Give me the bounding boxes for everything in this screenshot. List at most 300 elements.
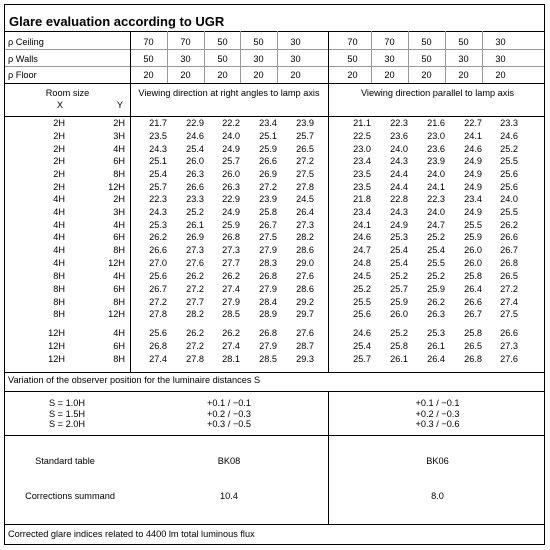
ugr-value: 25.2: [427, 232, 445, 243]
ugr-value: 26.4: [427, 353, 445, 364]
ugr-value: 25.8: [464, 271, 482, 281]
room-x: 2H: [53, 130, 65, 141]
ugr-value: 23.4: [464, 194, 482, 204]
ugr-value: 22.3: [390, 118, 408, 128]
ugr-value: 24.9: [390, 219, 408, 230]
room-y: 12H: [108, 182, 125, 192]
room-y: 4H: [113, 271, 125, 281]
ugr-value: 24.0: [222, 130, 240, 141]
ceiling-reflectance-value: 50: [253, 37, 264, 47]
ugr-value: 25.4: [427, 245, 445, 256]
ugr-value: 27.4: [500, 296, 518, 307]
ugr-value: 26.5: [296, 143, 314, 154]
ugr-value: 23.5: [353, 182, 371, 192]
ugr-value: 28.4: [259, 296, 277, 307]
ugr-value: 25.6: [149, 328, 167, 338]
ugr-value: 22.7: [464, 118, 482, 128]
room-y: 3H: [113, 206, 125, 217]
floor-reflectance-value: 20: [347, 70, 358, 80]
ugr-value: 27.2: [259, 182, 277, 192]
ugr-value: 27.3: [296, 219, 314, 230]
ugr-value: 24.0: [427, 206, 445, 217]
ugr-value: 27.5: [296, 169, 314, 180]
parallel-header: Viewing direction parallel to lamp axis: [360, 88, 515, 98]
ugr-value: 25.5: [353, 296, 371, 307]
observer-distance: S = 2.0H: [49, 419, 86, 429]
ceiling-reflectance-value: 70: [143, 37, 154, 47]
ugr-value: 25.8: [259, 206, 277, 217]
ugr-value: 25.5: [500, 206, 518, 217]
ugr-value: 23.3: [186, 194, 204, 204]
ugr-value: 23.9: [296, 118, 314, 128]
room-x: 4H: [53, 232, 65, 243]
walls-reflectance-value: 30: [253, 54, 264, 64]
ugr-value: 29.7: [296, 309, 314, 320]
ugr-value: 26.0: [464, 245, 482, 256]
ugr-value: 26.1: [427, 340, 445, 351]
room-x: 8H: [53, 296, 65, 307]
ugr-value: 26.3: [186, 169, 204, 180]
x-header: X: [56, 100, 64, 110]
ugr-value: 24.9: [464, 169, 482, 180]
ugr-value: 26.7: [149, 283, 167, 294]
walls-label: ρ Walls: [8, 54, 38, 64]
ugr-value: 27.5: [259, 232, 277, 243]
ugr-value: 27.3: [500, 340, 518, 351]
variation-parallel: +0.3 / −0.6: [415, 419, 460, 429]
ugr-table: [4, 4, 545, 545]
ceiling-reflectance-value: 50: [421, 37, 432, 47]
ugr-value: 28.7: [296, 340, 314, 351]
ugr-value: 25.7: [296, 130, 314, 141]
floor-reflectance-value: 20: [143, 70, 154, 80]
row-divider: [5, 524, 544, 525]
ugr-value: 28.3: [259, 258, 277, 268]
ugr-value: 24.4: [390, 169, 408, 180]
ugr-value: 28.5: [222, 309, 240, 320]
room-size-header: Room size: [45, 88, 90, 98]
floor-reflectance-value: 20: [290, 70, 301, 80]
ugr-value: 25.2: [390, 328, 408, 338]
ugr-value: 27.6: [296, 328, 314, 338]
room-y: 2H: [113, 118, 125, 128]
room-x: 8H: [53, 309, 65, 320]
ugr-value: 27.3: [222, 245, 240, 256]
ugr-value: 24.0: [427, 169, 445, 180]
ugr-value: 25.4: [186, 143, 204, 154]
ugr-value: 26.2: [222, 328, 240, 338]
room-y: 6H: [113, 232, 125, 243]
ceiling-reflectance-value: 50: [458, 37, 469, 47]
ugr-value: 26.1: [390, 353, 408, 364]
column-divider-left: [130, 31, 131, 372]
room-y: 8H: [113, 169, 125, 180]
ugr-value: 23.5: [353, 169, 371, 180]
standard-table-parallel: BK06: [426, 456, 449, 466]
room-y: 12H: [108, 258, 125, 268]
room-y: 8H: [113, 353, 125, 364]
ugr-value: 24.6: [464, 143, 482, 154]
floor-reflectance-value: 20: [180, 70, 191, 80]
ugr-value: 27.2: [296, 156, 314, 167]
walls-reflectance-value: 30: [290, 54, 301, 64]
ugr-value: 25.4: [149, 169, 167, 180]
ugr-value: 26.8: [500, 258, 518, 268]
floor-reflectance-value: 20: [421, 70, 432, 80]
ugr-value: 27.5: [500, 309, 518, 320]
observer-distance: S = 1.0H: [49, 398, 86, 408]
row-divider: [5, 49, 544, 50]
floor-reflectance-value: 20: [384, 70, 395, 80]
ugr-value: 28.6: [296, 283, 314, 294]
ugr-value: 25.3: [390, 232, 408, 243]
ceiling-reflectance-value: 70: [384, 37, 395, 47]
ceiling-reflectance-value: 70: [180, 37, 191, 47]
ceiling-reflectance-value: 30: [495, 37, 506, 47]
ugr-value: 29.0: [296, 258, 314, 268]
ugr-value: 27.6: [186, 258, 204, 268]
ugr-value: 24.8: [353, 258, 371, 268]
ugr-value: 28.2: [296, 232, 314, 243]
floor-reflectance-value: 20: [217, 70, 228, 80]
ugr-value: 27.7: [222, 258, 240, 268]
ugr-value: 23.0: [427, 130, 445, 141]
ugr-value: 27.4: [149, 353, 167, 364]
ugr-value: 25.5: [500, 156, 518, 167]
ugr-value: 22.5: [353, 130, 371, 141]
ugr-value: 25.6: [500, 169, 518, 180]
ugr-value: 27.9: [259, 245, 277, 256]
room-x: 8H: [53, 271, 65, 281]
ugr-value: 25.8: [464, 328, 482, 338]
ugr-value: 28.6: [296, 245, 314, 256]
ugr-value: 28.9: [259, 309, 277, 320]
column-divider: [240, 31, 241, 83]
ugr-value: 23.4: [259, 118, 277, 128]
room-x: 8H: [53, 283, 65, 294]
ugr-value: 25.7: [149, 182, 167, 192]
room-x: 4H: [53, 245, 65, 256]
ugr-value: 27.4: [222, 283, 240, 294]
ugr-value: 26.3: [427, 309, 445, 320]
row-divider: [5, 435, 544, 436]
corrections-label: Corrections summand: [25, 491, 115, 501]
room-x: 12H: [48, 340, 65, 351]
ugr-value: 25.2: [427, 271, 445, 281]
ugr-value: 23.3: [500, 118, 518, 128]
ugr-value: 25.6: [500, 182, 518, 192]
ugr-value: 26.6: [149, 245, 167, 256]
ugr-value: 25.1: [149, 156, 167, 167]
walls-reflectance-value: 30: [180, 54, 191, 64]
ugr-value: 21.7: [149, 118, 167, 128]
ugr-value: 23.6: [390, 130, 408, 141]
ugr-value: 27.3: [186, 245, 204, 256]
ugr-value: 26.4: [296, 206, 314, 217]
ugr-value: 25.5: [464, 219, 482, 230]
ugr-value: 24.5: [353, 271, 371, 281]
ugr-value: 26.5: [464, 340, 482, 351]
ugr-value: 27.9: [222, 296, 240, 307]
room-x: 4H: [53, 219, 65, 230]
ugr-value: 24.9: [464, 206, 482, 217]
column-divider: [277, 31, 278, 83]
ugr-value: 25.7: [390, 283, 408, 294]
ugr-value: 25.9: [390, 296, 408, 307]
ugr-value: 26.2: [427, 296, 445, 307]
walls-reflectance-value: 50: [143, 54, 154, 64]
ugr-value: 25.7: [353, 353, 371, 364]
ugr-value: 24.3: [149, 206, 167, 217]
walls-reflectance-value: 30: [384, 54, 395, 64]
ceiling-label: ρ Ceiling: [8, 37, 44, 47]
ugr-value: 26.2: [186, 271, 204, 281]
room-x: 12H: [48, 328, 65, 338]
column-divider: [204, 31, 205, 83]
ugr-value: 26.5: [500, 271, 518, 281]
room-y: 3H: [113, 130, 125, 141]
ugr-value: 25.9: [464, 232, 482, 243]
variation-parallel: +0.2 / −0.3: [415, 408, 460, 419]
ugr-value: 25.4: [390, 245, 408, 256]
floor-reflectance-value: 20: [253, 70, 264, 80]
ugr-value: 24.7: [353, 245, 371, 256]
ugr-value: 28.2: [186, 309, 204, 320]
floor-reflectance-value: 20: [458, 70, 469, 80]
ugr-value: 24.7: [427, 219, 445, 230]
standard-table-right-angles: BK08: [217, 456, 241, 466]
ugr-value: 24.4: [390, 182, 408, 192]
column-divider: [167, 31, 168, 83]
title-divider: [5, 31, 544, 32]
ugr-value: 27.0: [149, 258, 167, 268]
ugr-value: 26.0: [222, 169, 240, 180]
ugr-value: 27.2: [186, 340, 204, 351]
ugr-value: 26.0: [390, 309, 408, 320]
ugr-value: 26.6: [464, 296, 482, 307]
ugr-value: 25.2: [353, 283, 371, 294]
ugr-value: 21.1: [353, 118, 371, 128]
ugr-value: 24.5: [296, 194, 314, 204]
ugr-value: 25.4: [353, 340, 371, 351]
ugr-value: 26.9: [186, 232, 204, 243]
ugr-value: 25.3: [149, 219, 167, 230]
corrections-parallel: 8.0: [431, 491, 444, 501]
ugr-value: 27.2: [500, 283, 518, 294]
ceiling-reflectance-value: 70: [347, 37, 358, 47]
ugr-value: 24.0: [390, 143, 408, 154]
ugr-value: 24.6: [353, 232, 371, 243]
ugr-value: 24.6: [500, 130, 518, 141]
walls-reflectance-value: 30: [458, 54, 469, 64]
ugr-value: 24.3: [390, 156, 408, 167]
room-x: 12H: [48, 353, 65, 364]
room-y: 4H: [113, 143, 125, 154]
ugr-value: 22.3: [427, 194, 445, 204]
ugr-value: 25.8: [390, 340, 408, 351]
ugr-value: 26.0: [464, 258, 482, 268]
variation-right-angles: +0.1 / −0.1: [207, 398, 251, 408]
ugr-value: 26.9: [259, 169, 277, 180]
ugr-value: 25.1: [259, 130, 277, 141]
walls-reflectance-value: 50: [347, 54, 358, 64]
ugr-value: 27.2: [149, 296, 167, 307]
row-divider: [5, 66, 544, 67]
ugr-value: 25.5: [427, 258, 445, 268]
data-bottom-divider: [5, 372, 544, 373]
ugr-value: 26.2: [222, 271, 240, 281]
ugr-value: 23.4: [353, 206, 371, 217]
room-y: 8H: [113, 245, 125, 256]
ugr-value: 24.9: [464, 182, 482, 192]
room-x: 2H: [53, 118, 65, 128]
room-x: 4H: [53, 258, 65, 268]
ugr-value: 24.9: [222, 143, 240, 154]
ugr-value: 25.9: [259, 143, 277, 154]
room-x: 2H: [53, 182, 65, 192]
ugr-value: 22.8: [390, 194, 408, 204]
ugr-value: 26.4: [464, 283, 482, 294]
ugr-value: 24.1: [464, 130, 482, 141]
room-y: 4H: [113, 219, 125, 230]
walls-reflectance-value: 50: [421, 54, 432, 64]
room-x: 2H: [53, 169, 65, 180]
ugr-value: 26.6: [500, 232, 518, 243]
ugr-value: 27.6: [500, 353, 518, 364]
ugr-value: 26.8: [259, 328, 277, 338]
ugr-value: 24.6: [186, 130, 204, 141]
y-header: Y: [116, 100, 124, 110]
ugr-value: 25.9: [222, 219, 240, 230]
header-divider: [5, 83, 544, 84]
ugr-value: 24.9: [222, 206, 240, 217]
floor-reflectance-value: 20: [495, 70, 506, 80]
ugr-value: 25.9: [427, 283, 445, 294]
ugr-value: 26.2: [500, 219, 518, 230]
header-bottom-divider: [5, 116, 544, 117]
ugr-value: 25.2: [186, 206, 204, 217]
ugr-value: 26.8: [149, 340, 167, 351]
ugr-value: 28.1: [222, 353, 240, 364]
ugr-value: 29.2: [296, 296, 314, 307]
room-y: 2H: [113, 194, 125, 204]
ugr-value: 29.3: [296, 353, 314, 364]
ugr-value: 23.9: [259, 194, 277, 204]
ugr-value: 27.7: [186, 296, 204, 307]
ugr-value: 21.8: [353, 194, 371, 204]
ugr-value: 26.6: [186, 182, 204, 192]
ugr-value: 26.3: [222, 182, 240, 192]
ugr-value: 27.8: [296, 182, 314, 192]
ugr-value: 22.3: [149, 194, 167, 204]
ugr-value: 24.6: [353, 328, 371, 338]
ugr-value: 27.9: [259, 340, 277, 351]
ugr-value: 26.0: [186, 156, 204, 167]
row-divider: [5, 391, 544, 392]
ugr-value: 27.9: [259, 283, 277, 294]
ugr-value: 26.8: [222, 232, 240, 243]
ugr-value: 26.8: [259, 271, 277, 281]
room-y: 6H: [113, 283, 125, 294]
ugr-value: 24.9: [464, 156, 482, 167]
room-y: 8H: [113, 296, 125, 307]
ugr-value: 26.1: [186, 219, 204, 230]
ugr-value: 24.1: [353, 219, 371, 230]
room-x: 2H: [53, 156, 65, 167]
column-divider-middle: [328, 435, 329, 524]
variation-caption: Variation of the observer position for the luminaire distances S: [8, 375, 261, 385]
ugr-value: 25.6: [353, 309, 371, 320]
ugr-value: 25.3: [427, 328, 445, 338]
ugr-value: 27.6: [296, 271, 314, 281]
ugr-value: 23.4: [353, 156, 371, 167]
ugr-value: 27.8: [186, 353, 204, 364]
ugr-value: 26.7: [259, 219, 277, 230]
ugr-value: 24.0: [500, 194, 518, 204]
ugr-value: 25.6: [149, 271, 167, 281]
corrections-right-angles: 10.4: [220, 491, 238, 501]
ugr-value: 22.9: [186, 118, 204, 128]
ugr-value: 27.4: [222, 340, 240, 351]
ugr-value: 26.2: [186, 328, 204, 338]
ugr-value: 26.7: [500, 245, 518, 256]
floor-label: ρ Floor: [8, 70, 37, 80]
ugr-value: 21.6: [427, 118, 445, 128]
ugr-value: 26.7: [464, 309, 482, 320]
walls-reflectance-value: 50: [217, 54, 228, 64]
ugr-value: 26.8: [464, 353, 482, 364]
standard-table-label: Standard table: [35, 456, 95, 466]
column-divider: [445, 31, 446, 83]
variation-right-angles: +0.2 / −0.3: [207, 408, 251, 419]
ugr-value: 24.3: [390, 206, 408, 217]
page-title: Glare evaluation according to UGR: [9, 14, 225, 29]
ugr-value: 23.0: [353, 143, 371, 154]
room-y: 12H: [108, 309, 125, 320]
ceiling-reflectance-value: 50: [217, 37, 228, 47]
right-angles-header: Viewing direction at right angles to lamp axis: [138, 88, 320, 98]
ugr-value: 23.6: [427, 143, 445, 154]
room-x: 4H: [53, 194, 65, 204]
room-y: 6H: [113, 156, 125, 167]
column-divider: [408, 31, 409, 83]
ugr-value: 22.9: [222, 194, 240, 204]
variation-right-angles: +0.3 / −0.5: [207, 419, 251, 429]
column-divider: [482, 31, 483, 83]
variation-parallel: +0.1 / −0.1: [415, 398, 460, 408]
ugr-value: 24.3: [149, 143, 167, 154]
ugr-value: 23.9: [427, 156, 445, 167]
observer-distance: S = 1.5H: [49, 408, 86, 419]
footer-note: Corrected glare indices related to 4400 lm total luminous flux: [8, 529, 255, 539]
walls-reflectance-value: 30: [495, 54, 506, 64]
ugr-value: 28.5: [259, 353, 277, 364]
ugr-value: 27.2: [186, 283, 204, 294]
ugr-value: 27.8: [149, 309, 167, 320]
ugr-value: 24.1: [427, 182, 445, 192]
column-divider-middle: [328, 392, 329, 435]
room-y: 4H: [113, 328, 125, 338]
column-divider-middle: [328, 31, 329, 372]
room-x: 4H: [53, 206, 65, 217]
ugr-value: 25.2: [390, 271, 408, 281]
ugr-value: 25.4: [390, 258, 408, 268]
ceiling-reflectance-value: 30: [290, 37, 301, 47]
ugr-value: 26.6: [259, 156, 277, 167]
ugr-value: 22.2: [222, 118, 240, 128]
room-x: 2H: [53, 143, 65, 154]
ugr-value: 25.2: [500, 143, 518, 154]
